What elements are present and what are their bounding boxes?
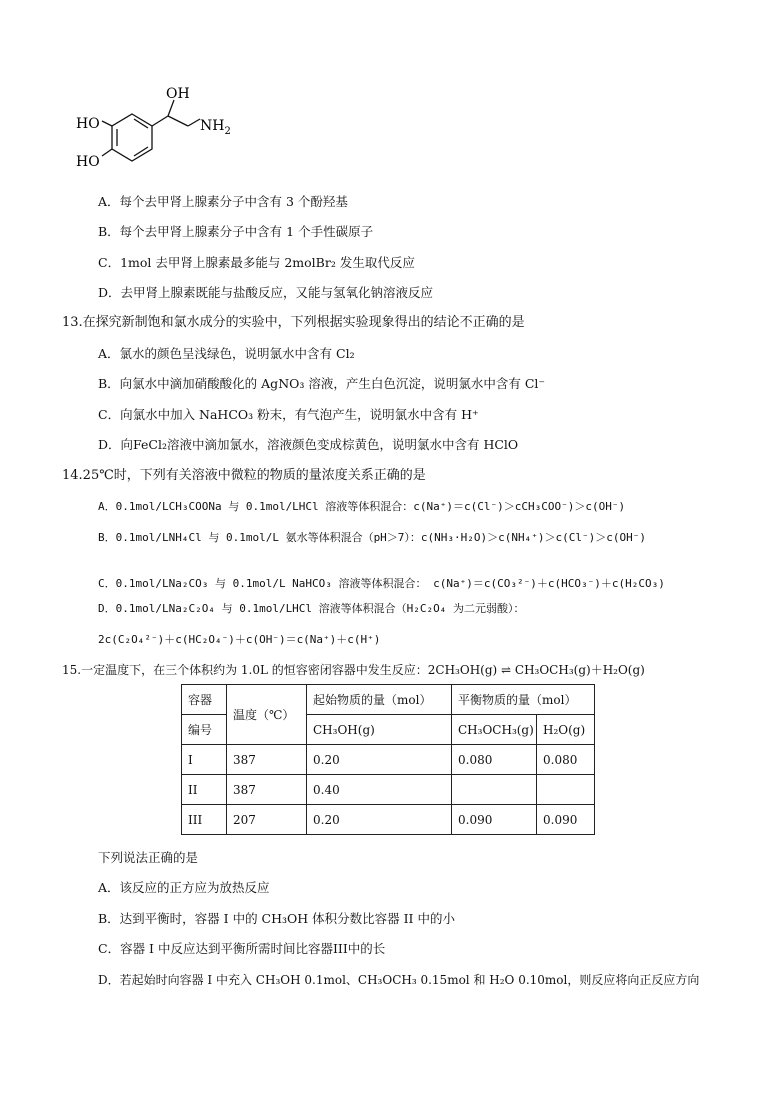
- header-container-1: 容器: [182, 685, 227, 715]
- row-temp: 207: [227, 805, 307, 835]
- row-ch3och3: 0.090: [452, 805, 537, 835]
- row-ch3oh: 0.20: [307, 745, 452, 775]
- nh2-label: $NH_2$: [200, 118, 231, 137]
- q14-stem: 14.25℃时，下列有关溶液中微粒的物质的量浓度关系正确的是: [62, 468, 426, 483]
- row-temp: 387: [227, 775, 307, 805]
- header-temperature: 温度（℃）: [227, 685, 307, 745]
- q13-option-c: C．向氯水中加入 NaHCO₃ 粉末，有气泡产生，说明氯水中含有 H⁺: [98, 407, 479, 422]
- q14-option-c: C．0.1mol/LNa₂CO₃ 与 0.1mol/L NaHCO₃ 溶液等体积混合： c(Na⁺)＝c(CO₃²⁻)＋c(HCO₃⁻)＋c(H₂CO₃): [98, 577, 665, 590]
- header-h2o: H₂O(g): [537, 715, 595, 745]
- header-container-2: 编号: [182, 715, 227, 745]
- row-ch3och3: [452, 775, 537, 805]
- row-h2o: 0.090: [537, 805, 595, 835]
- row-h2o: [537, 775, 595, 805]
- row-temp: 387: [227, 745, 307, 775]
- ho-lower-label: HO: [76, 154, 100, 170]
- q13-option-b: B．向氯水中滴加硝酸酸化的 AgNO₃ 溶液，产生白色沉淀，说明氯水中含有 Cl⁻: [98, 376, 545, 391]
- table-row: [182, 745, 595, 775]
- q14-option-d: D．0.1mol/LNa₂C₂O₄ 与 0.1mol/LHCl 溶液等体积混合（H₂C₂O₄ 为二元弱酸）：: [98, 602, 525, 615]
- q14-option-d-equation: 2c(C₂O₄²⁻)＋c(HC₂O₄⁻)＋c(OH⁻)＝c(Na⁺)＋c(H⁺): [98, 633, 381, 646]
- table-row: [182, 805, 595, 835]
- q12-option-d: D．去甲肾上腺素既能与盐酸反应，又能与氢氧化钠溶液反应: [98, 285, 434, 300]
- q12-option-b: B．每个去甲肾上腺素分子中含有 1 个手性碳原子: [98, 224, 374, 239]
- row-id: III: [182, 805, 227, 835]
- header-start-amount: 起始物质的量（mol）: [307, 685, 452, 715]
- q13-option-a: A．氯水的颜色呈浅绿色，说明氯水中含有 Cl₂: [98, 346, 355, 361]
- row-ch3och3: 0.080: [452, 745, 537, 775]
- q15-option-b: B．达到平衡时，容器 I 中的 CH₃OH 体积分数比容器 II 中的小: [98, 911, 455, 926]
- q12-option-c: C．1mol 去甲肾上腺素最多能与 2molBr₂ 发生取代反应: [98, 255, 415, 270]
- header-eq-amount: 平衡物质的量（mol）: [452, 685, 595, 715]
- q14-option-b: B．0.1mol/LNH₄Cl 与 0.1mol/L 氨水等体积混合（pH＞7）：c(NH₃·H₂O)＞c(NH₄⁺)＞c(Cl⁻)＞c(OH⁻): [98, 531, 646, 544]
- q13-option-d: D．向FeCl₂溶液中滴加氯水，溶液颜色变成棕黄色，说明氯水中含有 HClO: [98, 437, 519, 452]
- table-row: [182, 775, 595, 805]
- header-ch3och3: CH₃OCH₃(g): [452, 715, 537, 745]
- norepinephrine-structure: [70, 86, 250, 186]
- q12-option-a: A．每个去甲肾上腺素分子中含有 3 个酚羟基: [98, 194, 348, 209]
- q15-data-table: [181, 684, 595, 835]
- q13-stem: 13.在探究新制饱和氯水成分的实验中，下列根据实验现象得出的结论不正确的是: [62, 315, 525, 330]
- q14-option-a: A．0.1mol/LCH₃COONa 与 0.1mol/LHCl 溶液等体积混合：c(Na⁺)＝c(Cl⁻)＞cCH₃COO⁻)＞c(OH⁻): [98, 500, 626, 513]
- header-ch3oh: CH₃OH(g): [307, 715, 452, 745]
- q15-prompt: 下列说法正确的是: [98, 850, 199, 865]
- row-ch3oh: 0.20: [307, 805, 452, 835]
- q15-option-c: C．容器 I 中反应达到平衡所需时间比容器III中的长: [98, 941, 386, 956]
- q15-option-d: D．若起始时向容器 I 中充入 CH₃OH 0.1mol、CH₃OCH₃ 0.15mol 和 H₂O 0.10mol，则反应将向正反应方向: [98, 973, 700, 987]
- row-id: I: [182, 745, 227, 775]
- row-h2o: 0.080: [537, 745, 595, 775]
- ho-upper-label: HO: [76, 116, 100, 132]
- row-id: II: [182, 775, 227, 805]
- q15-option-a: A．该反应的正方应为放热反应: [98, 880, 270, 895]
- oh-top-label: OH: [166, 86, 190, 102]
- row-ch3oh: 0.40: [307, 775, 452, 805]
- q15-stem: 15.一定温度下，在三个体积约为 1.0L 的恒容密闭容器中发生反应：2CH₃OH(g) ⇌ CH₃OCH₃(g)＋H₂O(g): [62, 663, 645, 677]
